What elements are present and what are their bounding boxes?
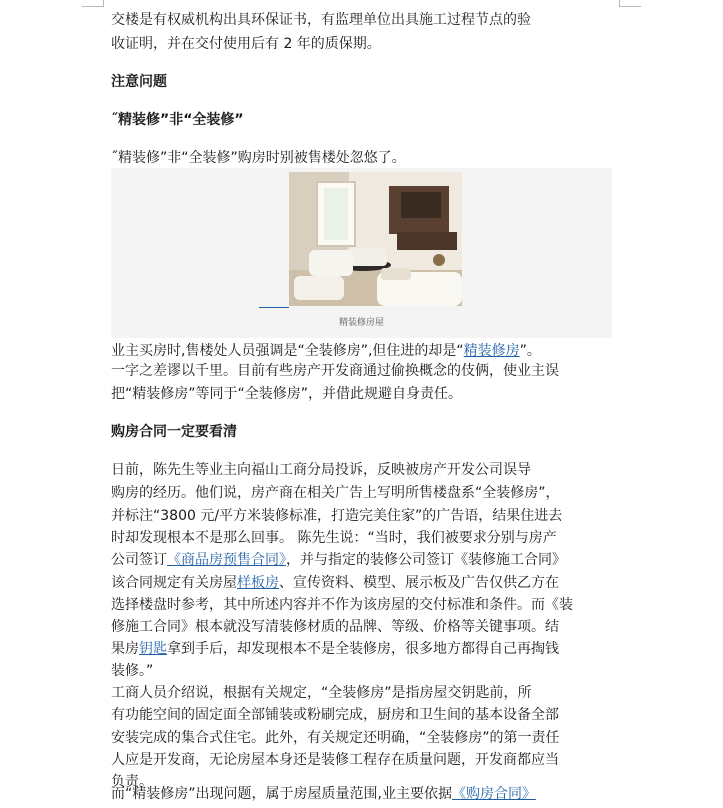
living-room-photo[interactable]: [289, 172, 462, 306]
figure: [111, 168, 612, 338]
link-fine-decoration-house[interactable]: 精装修房: [463, 343, 520, 359]
paragraph-line: 有功能空间的固定面全部铺装或粉刷完成，厨房和卫生间的基本设备全部: [111, 707, 559, 723]
paragraph-line: 购房的经历。他们说，房产商在相关广告上写明所售楼盘系“全装修房”，: [111, 485, 560, 501]
text-run: ”。: [519, 343, 541, 359]
text-run: 果房: [111, 641, 139, 657]
paragraph-line: 并标注“3800 元/平方米装修标准，打造完美住家”的广告语，结果住进去: [111, 508, 563, 524]
paragraph-line: 把“精装修房”等同于“全装修房”，并借此规避自身责任。: [111, 386, 463, 402]
paragraph-line: 时却发现根本不是那么回事。 陈先生说：“当时，我们被要求分别与房产: [111, 530, 557, 546]
paragraph-line: [111, 548, 612, 572]
link-presale-contract[interactable]: 《商品房预售合同》: [167, 552, 286, 568]
text-run: 该合同规定有关房屋: [111, 575, 237, 591]
section-heading-notice: 注意问题: [111, 74, 167, 90]
paragraph-line: 负责。: [111, 774, 153, 790]
text-run: 而“精装修房”出现问题，属于房屋质量范围,业主要依据: [111, 786, 452, 802]
paragraph-line: 工商人员介绍说，根据有关规定，“全装修房”是指房屋交钥匙前，所: [111, 685, 532, 701]
section-heading-contract: 购房合同一定要看清: [111, 424, 237, 440]
text-run: 业主买房时,售楼处人员强调是“全装修房”,但住进的却是“: [111, 343, 464, 359]
paragraph-line: 收证明，并在交付使用后有 2 年的质保期。: [111, 36, 381, 52]
paragraph-line: 一字之差谬以千里。目前有些房产开发商通过偷换概念的伎俩，使业主误: [111, 363, 559, 379]
link-model-house[interactable]: 样板房: [237, 575, 279, 591]
link-key[interactable]: 钥匙: [139, 641, 167, 657]
paragraph-line: 选择楼盘时参考，其中所述内容并不作为该房屋的交付标准和条件。而《装: [111, 597, 573, 613]
link-purchase-contract[interactable]: 《购房合同》: [451, 786, 536, 802]
section-heading-finish: ˝精装修”非“全装修”: [111, 112, 244, 128]
paragraph-line: 装修。”: [111, 663, 154, 679]
paragraph-line: 安装完成的集合式住宅。此外，有关规定还明确，“全装修房”的第一责任: [111, 730, 560, 746]
paragraph-line: 人应是开发商，无论房屋本身还是装修工程存在质量问题，开发商都应当: [111, 752, 559, 768]
paragraph-line: 交楼是有权威机构出具环保证书，有监理单位出具施工过程节点的验: [111, 12, 531, 28]
paragraph-line: [111, 782, 612, 806]
paragraph-line: 修施工合同》根本就没写清装修材质的品牌、等级、价格等关键事项。结: [111, 619, 559, 635]
text-run: 公司签订: [111, 552, 167, 568]
paragraph-line: [111, 637, 612, 661]
text-run: 、宣传资料、模型、展示板及广告仅供乙方在: [279, 575, 559, 591]
image-link-underline: [259, 307, 289, 308]
paragraph-line: ˝精装修”非“全装修”购房时别被售楼处忽悠了。: [111, 150, 406, 166]
image-caption: 精装修房屋: [338, 318, 384, 328]
text-run: 拿到手后，却发现根本不是全装修房，很多地方都得自己再掏钱: [167, 641, 559, 657]
paragraph-line: [111, 571, 612, 595]
paragraph-line: 日前，陈先生等业主向福山工商分局投诉，反映被房产开发公司误导: [111, 462, 531, 478]
text-run: ，并与指定的装修公司签订《装修施工合同》: [286, 552, 566, 568]
